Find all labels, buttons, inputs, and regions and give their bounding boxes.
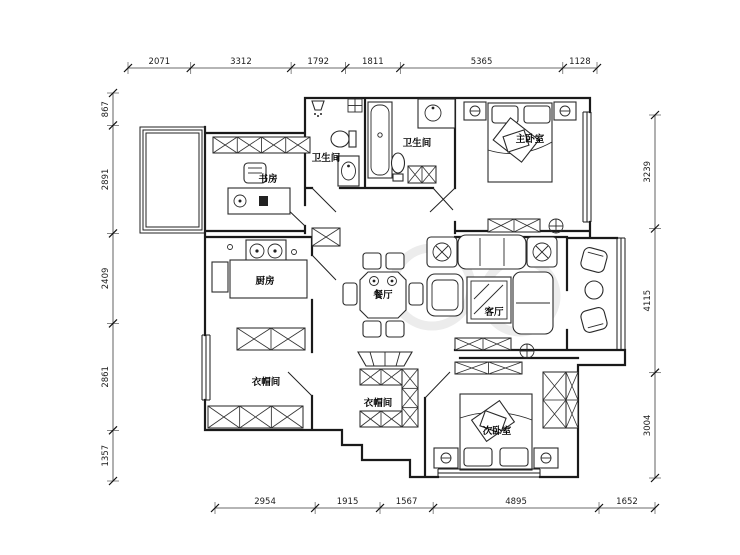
kitchen-furniture: [212, 240, 307, 298]
dimension-value: 2891: [101, 168, 111, 191]
toilet-icon: [331, 131, 349, 147]
room-label-bath1: 卫生间: [311, 153, 341, 164]
balcony-chair: [580, 306, 609, 333]
dimension-value: 3239: [643, 160, 653, 183]
study-furniture: [228, 163, 290, 214]
dimension-value: 1811: [362, 57, 384, 67]
dimension-value: 1357: [101, 444, 111, 467]
dimension-value: 4115: [643, 289, 653, 312]
dimension-value: 1915: [336, 497, 359, 507]
dimension-value: 867: [101, 101, 111, 118]
bay-window: [140, 127, 205, 233]
room-label-living: 客厅: [484, 307, 504, 318]
second-bedroom-furniture: [434, 363, 558, 470]
entry-bench: [358, 352, 412, 366]
room-label-dining: 餐厅: [373, 290, 393, 301]
dimension-value: 1567: [395, 497, 418, 507]
toilet-icon: [392, 153, 405, 173]
room-label-second-bedroom: 次卧室: [482, 426, 512, 437]
room-label-bath2: 卫生间: [402, 138, 432, 149]
room-label-study: 书房: [258, 174, 278, 185]
bathroom1-fixtures: [312, 99, 362, 186]
master-bedroom-furniture: [464, 102, 576, 233]
sofa-three-seat: [458, 235, 526, 269]
balcony-chair: [580, 246, 609, 273]
dimension-value: 4895: [505, 497, 527, 507]
dimension-value: 1652: [616, 497, 638, 507]
room-label-entry-closet: 衣帽间: [363, 398, 393, 409]
room-label-kitchen: 厨房: [255, 276, 275, 287]
dimension-value: 2409: [101, 267, 111, 290]
room-label-master-bedroom: 主卧室: [515, 134, 545, 145]
dimension-value: 2861: [101, 366, 111, 388]
vanity: [418, 99, 455, 128]
dimension-value: 3312: [230, 57, 252, 67]
shower-icon: [312, 101, 324, 110]
balcony-furniture: [580, 246, 609, 333]
room-label-cloakroom: 衣帽间: [251, 377, 281, 388]
dimension-value: 2071: [148, 57, 171, 67]
dimension-value: 2954: [254, 497, 276, 507]
bathtub: [368, 102, 392, 178]
balcony-table: [585, 281, 603, 299]
dimension-value: 1128: [569, 57, 591, 67]
stove: [246, 240, 286, 262]
dimension-value: 1792: [307, 57, 330, 67]
dimension-value: 3004: [643, 414, 653, 437]
dimension-value: 5365: [470, 57, 493, 67]
